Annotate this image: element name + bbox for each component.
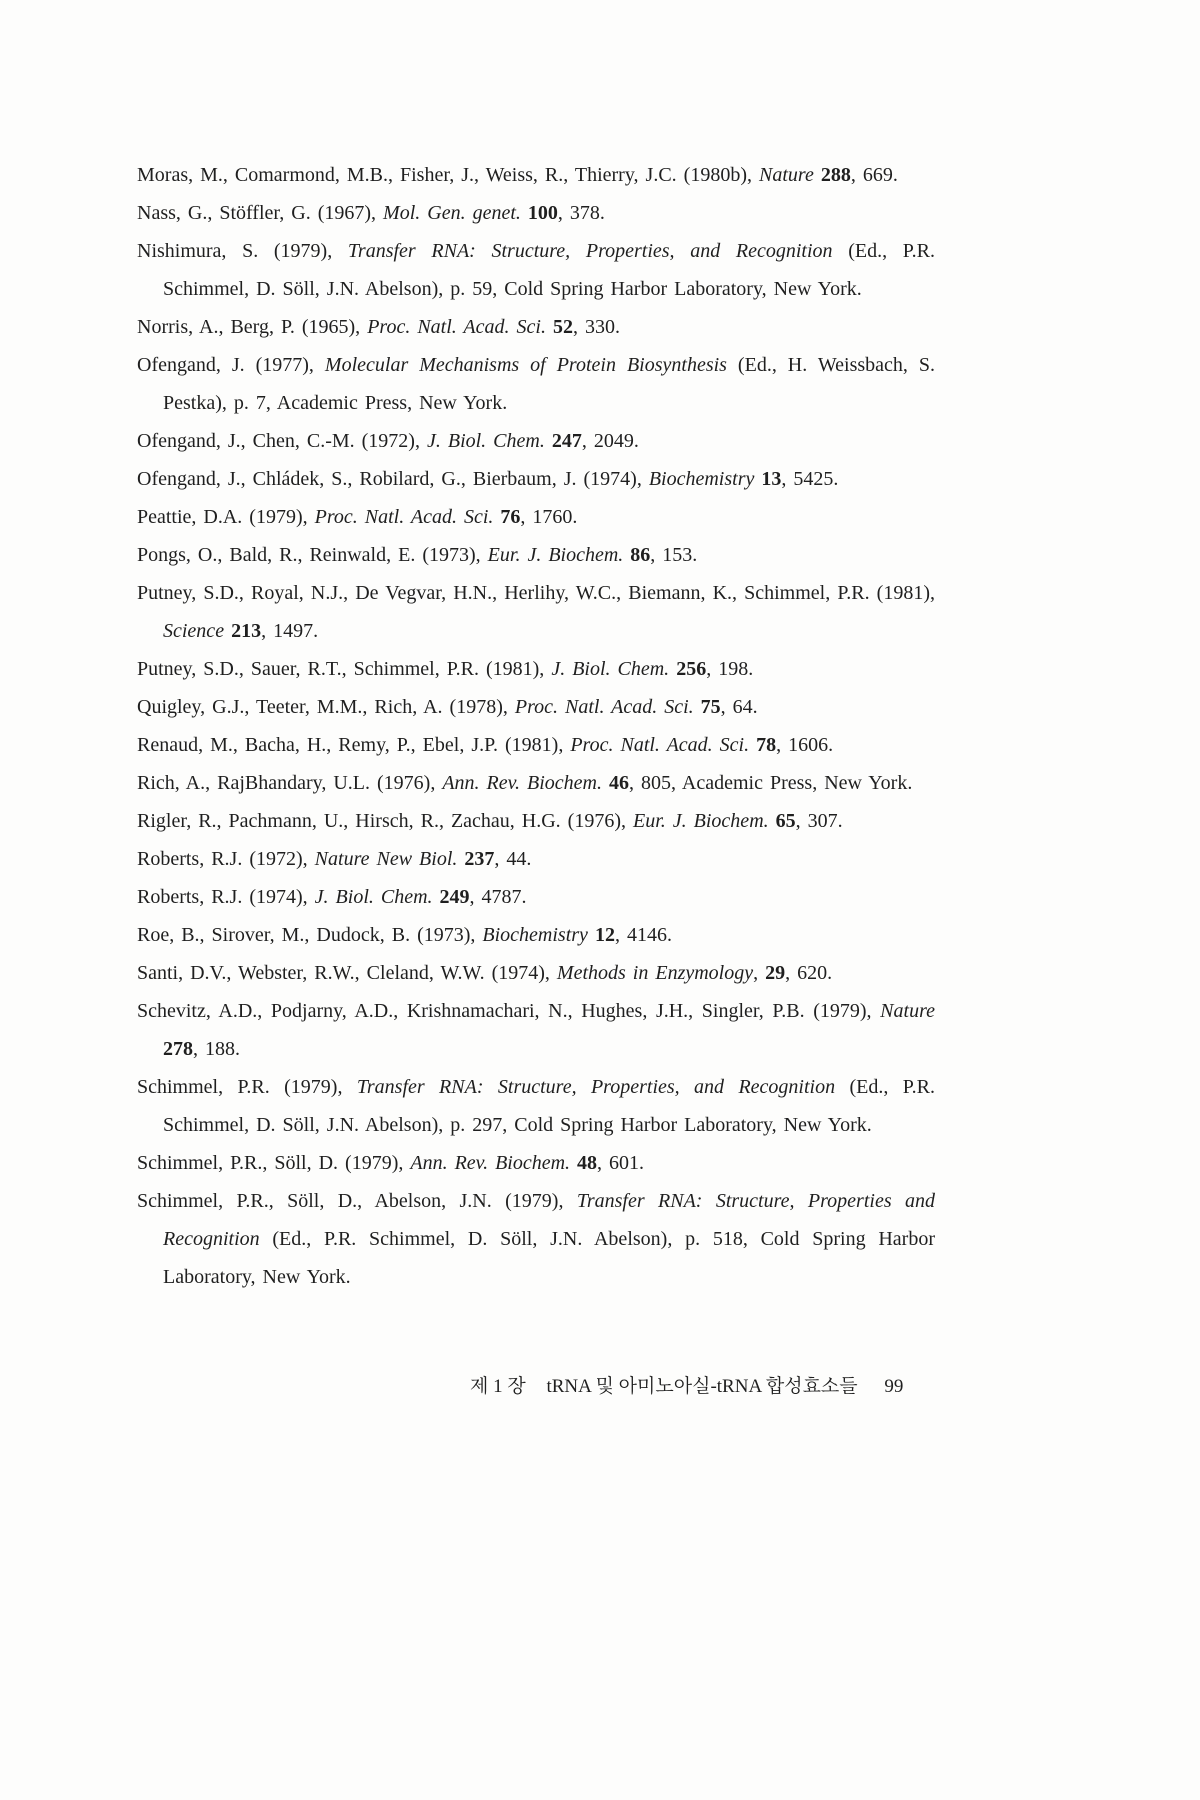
reference-text-segment: Biochemistry	[482, 924, 588, 946]
reference-text-segment	[694, 696, 701, 718]
reference-text-segment: (Ed., P.R. Schimmel, D. Söll, J.N. Abelson), p. 297, Cold Spring Harbor Laboratory, New York.	[163, 1076, 936, 1136]
reference-text-segment: Transfer RNA: Structure, Properties and Recognition	[163, 1190, 935, 1250]
reference-entry	[137, 916, 935, 954]
reference-text-segment	[521, 202, 528, 224]
reference-text-segment: Norris, A., Berg, P. (1965),	[137, 316, 368, 338]
reference-entry	[137, 308, 935, 346]
reference-text-segment: Eur. J. Biochem.	[633, 810, 769, 832]
reference-text-segment: Putney, S.D., Sauer, R.T., Schimmel, P.R. (1981),	[137, 658, 552, 680]
reference-text-segment: Putney, S.D., Royal, N.J., De Vegvar, H.N., Herlihy, W.C., Biemann, K., Schimmel, P.R. (1981),	[137, 582, 935, 604]
reference-text-segment: , 198.	[706, 658, 754, 680]
reference-text-segment: Roberts, R.J. (1974),	[137, 886, 315, 908]
reference-text-segment: , 1760.	[520, 506, 578, 528]
reference-entry	[137, 992, 935, 1068]
reference-text-segment: Schevitz, A.D., Podjarny, A.D., Krishnamachari, N., Hughes, J.H., Singler, P.B. (1979),	[137, 1000, 881, 1022]
reference-text-segment	[814, 164, 821, 186]
references-list	[137, 156, 935, 1296]
reference-entry	[137, 688, 935, 726]
reference-text-segment: Biochemistry	[648, 468, 755, 490]
reference-entry	[137, 574, 935, 650]
reference-entry	[137, 954, 935, 992]
reference-text-segment: 46	[609, 772, 630, 794]
reference-text-segment: Science	[163, 620, 225, 642]
reference-text-segment: Ann. Rev. Biochem.	[410, 1152, 571, 1174]
reference-entry	[137, 802, 935, 840]
reference-text-segment: Nishimura, S. (1979),	[137, 240, 348, 262]
reference-entry	[137, 1182, 935, 1296]
reference-text-segment: Rigler, R., Pachmann, U., Hirsch, R., Zachau, H.G. (1976),	[137, 810, 633, 832]
reference-entry	[137, 460, 935, 498]
reference-text-segment: 288	[820, 164, 851, 186]
reference-text-segment: Nass, G., Stöffler, G. (1967),	[137, 202, 384, 224]
reference-text-segment: , 4146.	[614, 924, 672, 946]
reference-text-segment	[545, 430, 552, 452]
reference-text-segment: , 1497.	[261, 620, 319, 642]
reference-text-segment: , 378.	[557, 202, 605, 224]
reference-text-segment: Roe, B., Sirover, M., Dudock, B. (1973),	[137, 924, 483, 946]
footer-chapter-title: tRNA 및 아미노아실-tRNA 합성효소들	[546, 1376, 858, 1397]
reference-text-segment: Schimmel, P.R., Söll, D. (1979),	[137, 1152, 411, 1174]
reference-text-segment: (Ed., P.R. Schimmel, D. Söll, J.N. Abelson), p. 59, Cold Spring Harbor Laboratory, New York.	[163, 240, 935, 300]
reference-text-segment: 278	[163, 1038, 193, 1060]
reference-text-segment: Renaud, M., Bacha, H., Remy, P., Ebel, J.P. (1981),	[137, 734, 571, 756]
reference-text-segment: , 1606.	[776, 734, 834, 756]
reference-text-segment: , 805, Academic Press, New York.	[629, 772, 913, 794]
reference-text-segment: 213	[231, 620, 262, 642]
reference-text-segment: 13	[761, 468, 782, 490]
reference-text-segment: Schimmel, P.R., Söll, D., Abelson, J.N. (1979),	[137, 1190, 577, 1212]
reference-text-segment: 65	[775, 810, 796, 832]
reference-text-segment: (Ed., H. Weissbach, S. Pestka), p. 7, Academic Press, New York.	[163, 354, 935, 414]
reference-text-segment: , 330.	[572, 316, 620, 338]
reference-text-segment	[602, 772, 609, 794]
reference-text-segment: Pongs, O., Bald, R., Reinwald, E. (1973),	[137, 544, 488, 566]
reference-text-segment: 76	[500, 506, 521, 528]
reference-text-segment: , 64.	[720, 696, 758, 718]
reference-text-segment: , 307.	[795, 810, 843, 832]
reference-text-segment	[588, 924, 595, 946]
footer-page-number: 99	[884, 1376, 904, 1397]
reference-text-segment: Ofengand, J., Chen, C.-M. (1972),	[137, 430, 427, 452]
reference-text-segment: Peattie, D.A. (1979),	[137, 506, 315, 528]
reference-text-segment: , 153.	[650, 544, 698, 566]
reference-text-segment: J. Biol. Chem.	[426, 430, 545, 452]
reference-text-segment: 247	[551, 430, 582, 452]
reference-text-segment: , 4787.	[469, 886, 527, 908]
reference-text-segment: Eur. J. Biochem.	[487, 544, 624, 566]
page-footer	[470, 1372, 903, 1402]
reference-entry	[137, 498, 935, 536]
reference-text-segment	[546, 316, 553, 338]
reference-text-segment: , 2049.	[581, 430, 639, 452]
reference-text-segment: , 44.	[494, 848, 532, 870]
reference-text-segment: 78	[756, 734, 777, 756]
reference-text-segment: Methods in Enzymology	[556, 962, 754, 984]
reference-text-segment: J. Biol. Chem.	[314, 886, 433, 908]
reference-entry	[137, 422, 935, 460]
reference-text-segment: Schimmel, P.R. (1979),	[137, 1076, 357, 1098]
footer-chapter-label: 제 1 장	[470, 1376, 526, 1397]
reference-text-segment: Transfer RNA: Structure, Properties, and Recognition	[347, 240, 833, 262]
reference-text-segment: , 188.	[193, 1038, 240, 1060]
reference-text-segment: Rich, A., RajBhandary, U.L. (1976),	[137, 772, 443, 794]
reference-text-segment	[769, 810, 776, 832]
reference-entry	[137, 764, 935, 802]
reference-text-segment: Mol. Gen. genet.	[383, 202, 521, 224]
reference-text-segment: (Ed., P.R. Schimmel, D. Söll, J.N. Abelson), p. 518, Cold Spring Harbor Laboratory, New York.	[163, 1228, 935, 1288]
reference-text-segment: Proc. Natl. Acad. Sci.	[367, 316, 546, 338]
reference-text-segment: , 601.	[597, 1152, 645, 1174]
reference-text-segment: Ofengand, J. (1977),	[137, 354, 325, 376]
reference-text-segment: ,	[753, 962, 766, 984]
reference-text-segment: Nature New Biol.	[314, 848, 458, 870]
reference-text-segment: Roberts, R.J. (1972),	[137, 848, 315, 870]
reference-text-segment: Proc. Natl. Acad. Sci.	[514, 696, 694, 718]
reference-text-segment: Quigley, G.J., Teeter, M.M., Rich, A. (1978),	[137, 696, 515, 718]
reference-entry	[137, 194, 935, 232]
reference-text-segment: , 620.	[785, 962, 833, 984]
reference-entry	[137, 650, 935, 688]
reference-entry	[137, 1068, 935, 1144]
reference-entry	[137, 1144, 935, 1182]
reference-text-segment: 100	[527, 202, 558, 224]
reference-text-segment: 52	[552, 316, 573, 338]
reference-entry	[137, 156, 935, 194]
reference-text-segment: 48	[577, 1152, 598, 1174]
reference-entry	[137, 346, 935, 422]
reference-entry	[137, 536, 935, 574]
reference-text-segment: 75	[700, 696, 721, 718]
reference-text-segment: 86	[630, 544, 651, 566]
reference-text-segment	[570, 1152, 577, 1174]
reference-text-segment: Ann. Rev. Biochem.	[442, 772, 603, 794]
reference-text-segment: J. Biol. Chem.	[551, 658, 670, 680]
reference-text-segment: , 669.	[850, 164, 898, 186]
reference-text-segment: 249	[439, 886, 470, 908]
reference-text-segment: Nature	[880, 1000, 935, 1022]
reference-text-segment	[433, 886, 440, 908]
reference-text-segment: 12	[594, 924, 615, 946]
reference-text-segment: Ofengand, J., Chládek, S., Robilard, G., Bierbaum, J. (1974),	[137, 468, 649, 490]
reference-text-segment: Moras, M., Comarmond, M.B., Fisher, J., Weiss, R., Thierry, J.C. (1980b),	[137, 164, 759, 186]
reference-text-segment: 237	[464, 848, 495, 870]
reference-text-segment: Proc. Natl. Acad. Sci.	[314, 506, 494, 528]
reference-entry	[137, 840, 935, 878]
reference-text-segment: 256	[676, 658, 707, 680]
reference-entry	[137, 726, 935, 764]
reference-text-segment: Molecular Mechanisms of Protein Biosynthesis	[324, 354, 727, 376]
reference-text-segment: Transfer RNA: Structure, Properties, and Recognition	[356, 1076, 836, 1098]
reference-text-segment: Nature	[759, 164, 814, 186]
reference-text-segment: 29	[765, 962, 786, 984]
reference-text-segment: Proc. Natl. Acad. Sci.	[570, 734, 750, 756]
reference-entry	[137, 878, 935, 916]
reference-text-segment: Santi, D.V., Webster, R.W., Cleland, W.W. (1974),	[137, 962, 557, 984]
reference-entry	[137, 232, 935, 308]
reference-text-segment: , 5425.	[781, 468, 839, 490]
